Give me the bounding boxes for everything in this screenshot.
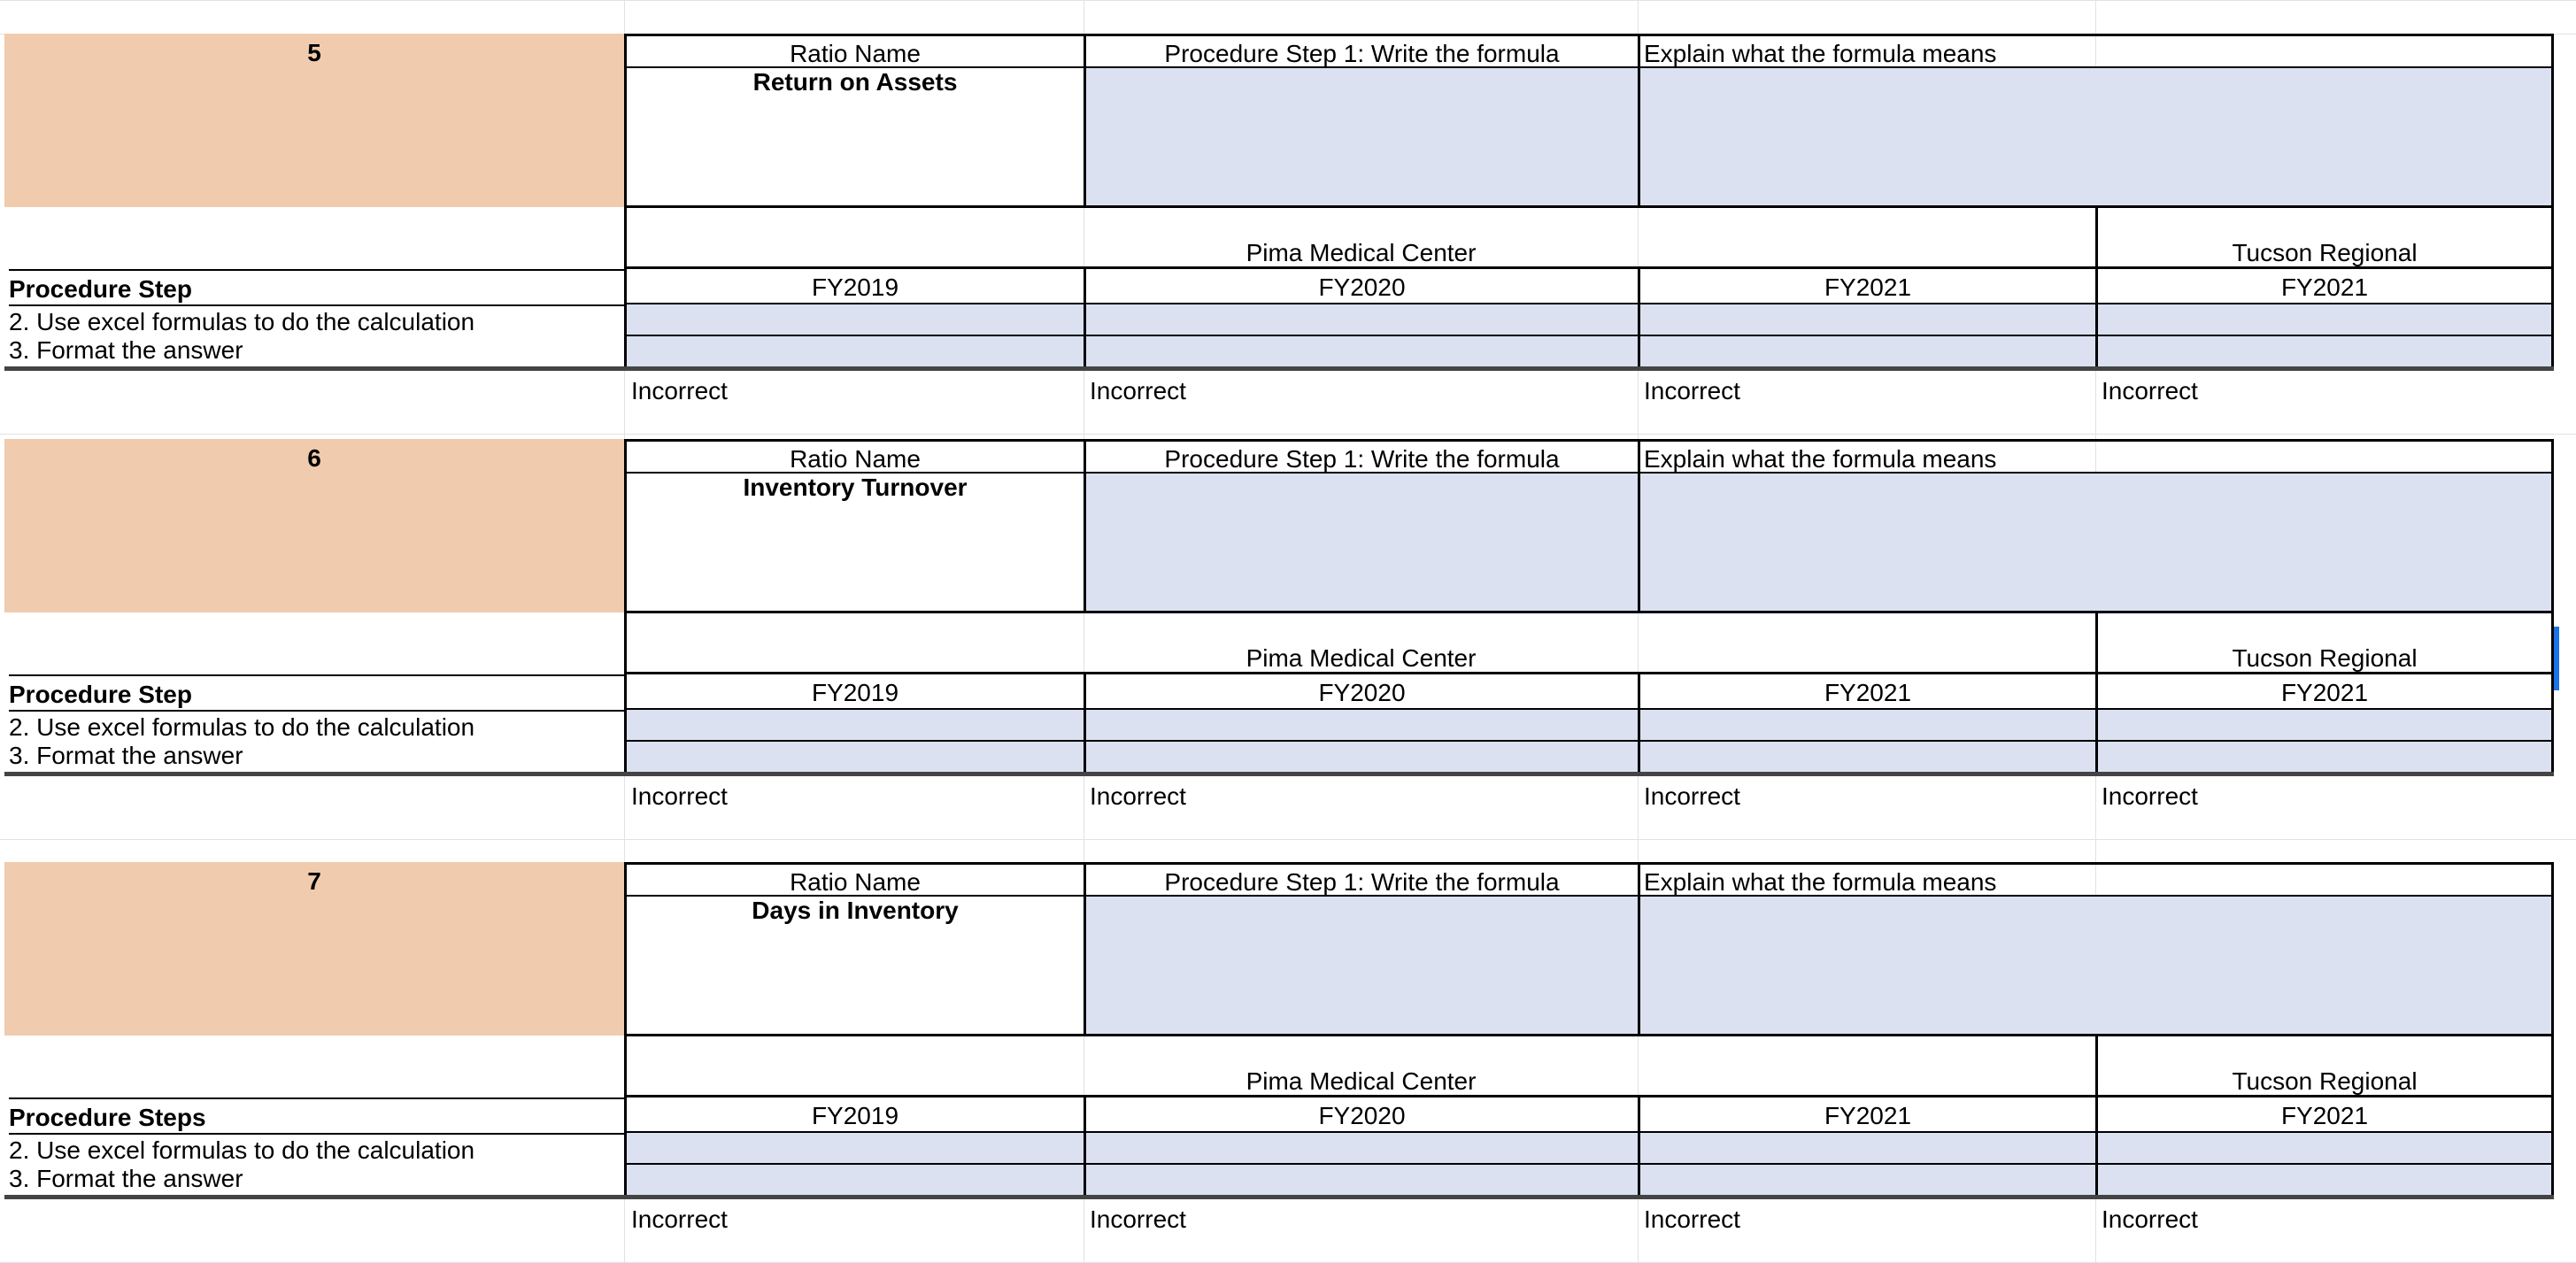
format-input-fy2020[interactable] <box>1084 336 1638 366</box>
procedure-step-label: Procedure Steps <box>9 1104 206 1131</box>
format-input-fy2021[interactable] <box>1638 1165 2095 1195</box>
year-label: FY2021 <box>2280 273 2369 301</box>
format-input-tucson-fy2021[interactable] <box>2095 1165 2554 1195</box>
step3-label: 3. Format the answer <box>9 336 243 364</box>
calc-input-fy2019[interactable] <box>624 304 1084 336</box>
explain-input[interactable] <box>1638 68 2554 207</box>
formula-input[interactable] <box>1084 474 1638 612</box>
format-input-fy2019[interactable] <box>624 336 1084 366</box>
step3-label: 3. Format the answer <box>9 742 243 769</box>
explain-header-label: Explain what the formula means <box>1644 445 1997 473</box>
section-bottom-border <box>4 1195 2554 1199</box>
ratio-number: 5 <box>307 39 321 66</box>
calc-input-fy2021[interactable] <box>1638 304 2095 336</box>
year-label: FY2021 <box>1824 1102 1912 1129</box>
grid-row-line <box>0 0 2576 1</box>
format-input-fy2020[interactable] <box>1084 1165 1638 1195</box>
formula-header-label: Procedure Step 1: Write the formula <box>1164 40 1560 67</box>
result-cell[interactable] <box>2102 779 2544 811</box>
group-tucson-label: Tucson Regional <box>2232 1067 2418 1095</box>
result-cell[interactable] <box>2102 374 2544 405</box>
result-cell[interactable] <box>1644 779 2086 811</box>
calc-input-fy2020[interactable] <box>1084 710 1638 742</box>
calc-input-tucson-fy2021[interactable] <box>2095 1133 2554 1165</box>
calc-input-fy2021[interactable] <box>1638 1133 2095 1165</box>
year-header[interactable] <box>624 269 1084 304</box>
ratio-name-header[interactable] <box>624 865 1084 897</box>
group-tucson-label: Tucson Regional <box>2232 239 2418 266</box>
step3-label-cell[interactable] <box>9 336 624 368</box>
ratio-name-cell[interactable] <box>624 897 1084 1036</box>
step2-label-cell[interactable] <box>9 710 624 742</box>
year-label: FY2020 <box>1318 679 1406 706</box>
ratio-name-label: Ratio Name <box>790 868 921 896</box>
explain-header-label: Explain what the formula means <box>1644 868 1997 896</box>
step2-label: 2. Use excel formulas to do the calculation <box>9 1136 475 1164</box>
year-label: FY2019 <box>811 1102 899 1129</box>
ratio-number: 7 <box>307 867 321 895</box>
section-bottom-border <box>4 366 2554 371</box>
result-cell[interactable] <box>1644 374 2086 405</box>
group-header-pima[interactable] <box>624 611 2095 674</box>
calc-input-tucson-fy2021[interactable] <box>2095 304 2554 336</box>
ratio-name-label: Ratio Name <box>790 445 921 473</box>
ratio-number-block[interactable] <box>4 34 624 207</box>
year-header[interactable] <box>1084 269 1638 304</box>
calc-input-fy2020[interactable] <box>1084 1133 1638 1165</box>
procedure-step-header[interactable] <box>9 269 624 304</box>
step2-label: 2. Use excel formulas to do the calculation <box>9 713 475 741</box>
result-cell[interactable] <box>1090 1202 1621 1234</box>
group-pima-label: Pima Medical Center <box>1246 644 1477 672</box>
year-header[interactable] <box>624 674 1084 710</box>
year-label: FY2021 <box>2280 1102 2369 1129</box>
step2-label-cell[interactable] <box>9 1133 624 1165</box>
explain-input[interactable] <box>1638 897 2554 1036</box>
ratio-number-block[interactable] <box>4 862 624 1036</box>
calc-input-fy2019[interactable] <box>624 1133 1084 1165</box>
result-cell[interactable] <box>1644 1202 2086 1234</box>
calc-input-tucson-fy2021[interactable] <box>2095 710 2554 742</box>
year-label: FY2020 <box>1318 273 1406 301</box>
year-label: FY2021 <box>1824 679 1912 706</box>
ratio-name-value: Days in Inventory <box>752 897 959 924</box>
ratio-name-value: Inventory Turnover <box>743 474 968 501</box>
result-cell[interactable] <box>1090 779 1621 811</box>
year-header[interactable] <box>1638 1097 2095 1133</box>
step2-label-cell[interactable] <box>9 304 624 336</box>
ratio-name-header[interactable] <box>624 36 1084 68</box>
group-tucson-label: Tucson Regional <box>2232 644 2418 672</box>
ratio-number-block[interactable] <box>4 439 624 612</box>
year-header[interactable] <box>624 1097 1084 1133</box>
procedure-step-label: Procedure Step <box>9 275 192 303</box>
ratio-name-value: Return on Assets <box>752 68 958 96</box>
procedure-step-label: Procedure Step <box>9 681 192 708</box>
group-header-tucson[interactable] <box>2095 611 2554 674</box>
formula-input[interactable] <box>1084 897 1638 1036</box>
result-text: Incorrect <box>2102 782 2198 810</box>
format-input-fy2020[interactable] <box>1084 742 1638 772</box>
result-text: Incorrect <box>2102 1205 2198 1233</box>
group-pima-label: Pima Medical Center <box>1246 1067 1477 1095</box>
formula-input[interactable] <box>1084 68 1638 207</box>
format-input-fy2019[interactable] <box>624 742 1084 772</box>
result-text: Incorrect <box>1090 782 1186 810</box>
result-text: Incorrect <box>1090 377 1186 404</box>
format-input-fy2021[interactable] <box>1638 336 2095 366</box>
result-cell[interactable] <box>2102 1202 2544 1234</box>
procedure-step-header[interactable] <box>9 1097 624 1133</box>
ratio-name-cell[interactable] <box>624 68 1084 207</box>
result-text: Incorrect <box>1644 377 1740 404</box>
year-header[interactable] <box>2095 1097 2554 1133</box>
step3-label: 3. Format the answer <box>9 1165 243 1192</box>
year-label: FY2021 <box>1824 273 1912 301</box>
section-bottom-border <box>4 772 2554 776</box>
formula-header[interactable] <box>1084 442 1638 474</box>
result-cell[interactable] <box>631 374 1074 405</box>
result-text: Incorrect <box>631 782 728 810</box>
result-text: Incorrect <box>631 1205 728 1233</box>
result-cell[interactable] <box>631 779 1074 811</box>
group-pima-label: Pima Medical Center <box>1246 239 1477 266</box>
group-header-tucson[interactable] <box>2095 1034 2554 1097</box>
calc-input-fy2021[interactable] <box>1638 710 2095 742</box>
year-header[interactable] <box>1084 1097 1638 1133</box>
format-input-fy2019[interactable] <box>624 1165 1084 1195</box>
result-text: Incorrect <box>631 377 728 404</box>
ratio-number: 6 <box>307 444 321 472</box>
step3-label-cell[interactable] <box>9 742 624 774</box>
formula-header-label: Procedure Step 1: Write the formula <box>1164 445 1560 473</box>
formula-header-label: Procedure Step 1: Write the formula <box>1164 868 1560 896</box>
explain-header[interactable] <box>1638 442 2554 474</box>
year-header[interactable] <box>1638 674 2095 710</box>
result-text: Incorrect <box>1090 1205 1186 1233</box>
year-label: FY2020 <box>1318 1102 1406 1129</box>
group-header-tucson[interactable] <box>2095 205 2554 269</box>
step3-label-cell[interactable] <box>9 1165 624 1197</box>
calc-input-fy2019[interactable] <box>624 710 1084 742</box>
explain-input[interactable] <box>1638 474 2554 612</box>
explain-header-label: Explain what the formula means <box>1644 40 1997 67</box>
format-input-tucson-fy2021[interactable] <box>2095 742 2554 772</box>
group-header-pima[interactable] <box>624 205 2095 269</box>
formula-header[interactable] <box>1084 36 1638 68</box>
year-header[interactable] <box>2095 674 2554 710</box>
grid-row-line <box>0 434 2576 435</box>
explain-header[interactable] <box>1638 36 2554 68</box>
result-cell[interactable] <box>1090 374 1621 405</box>
result-text: Incorrect <box>1644 782 1740 810</box>
explain-header[interactable] <box>1638 865 2554 897</box>
year-label: FY2021 <box>2280 679 2369 706</box>
formula-header[interactable] <box>1084 865 1638 897</box>
result-text: Incorrect <box>1644 1205 1740 1233</box>
year-label: FY2019 <box>811 679 899 706</box>
grid-row-line <box>0 839 2576 840</box>
result-text: Incorrect <box>2102 377 2198 404</box>
year-header[interactable] <box>2095 269 2554 304</box>
step2-label: 2. Use excel formulas to do the calculation <box>9 308 475 335</box>
procedure-step-header[interactable] <box>9 674 624 710</box>
year-header[interactable] <box>1638 269 2095 304</box>
format-input-tucson-fy2021[interactable] <box>2095 336 2554 366</box>
result-cell[interactable] <box>631 1202 1074 1234</box>
year-label: FY2019 <box>811 273 899 301</box>
calc-input-fy2020[interactable] <box>1084 304 1638 336</box>
format-input-fy2021[interactable] <box>1638 742 2095 772</box>
group-header-pima[interactable] <box>624 1034 2095 1097</box>
selection-indicator <box>2554 627 2559 690</box>
ratio-name-label: Ratio Name <box>790 40 921 67</box>
ratio-name-header[interactable] <box>624 442 1084 474</box>
year-header[interactable] <box>1084 674 1638 710</box>
ratio-name-cell[interactable] <box>624 474 1084 612</box>
